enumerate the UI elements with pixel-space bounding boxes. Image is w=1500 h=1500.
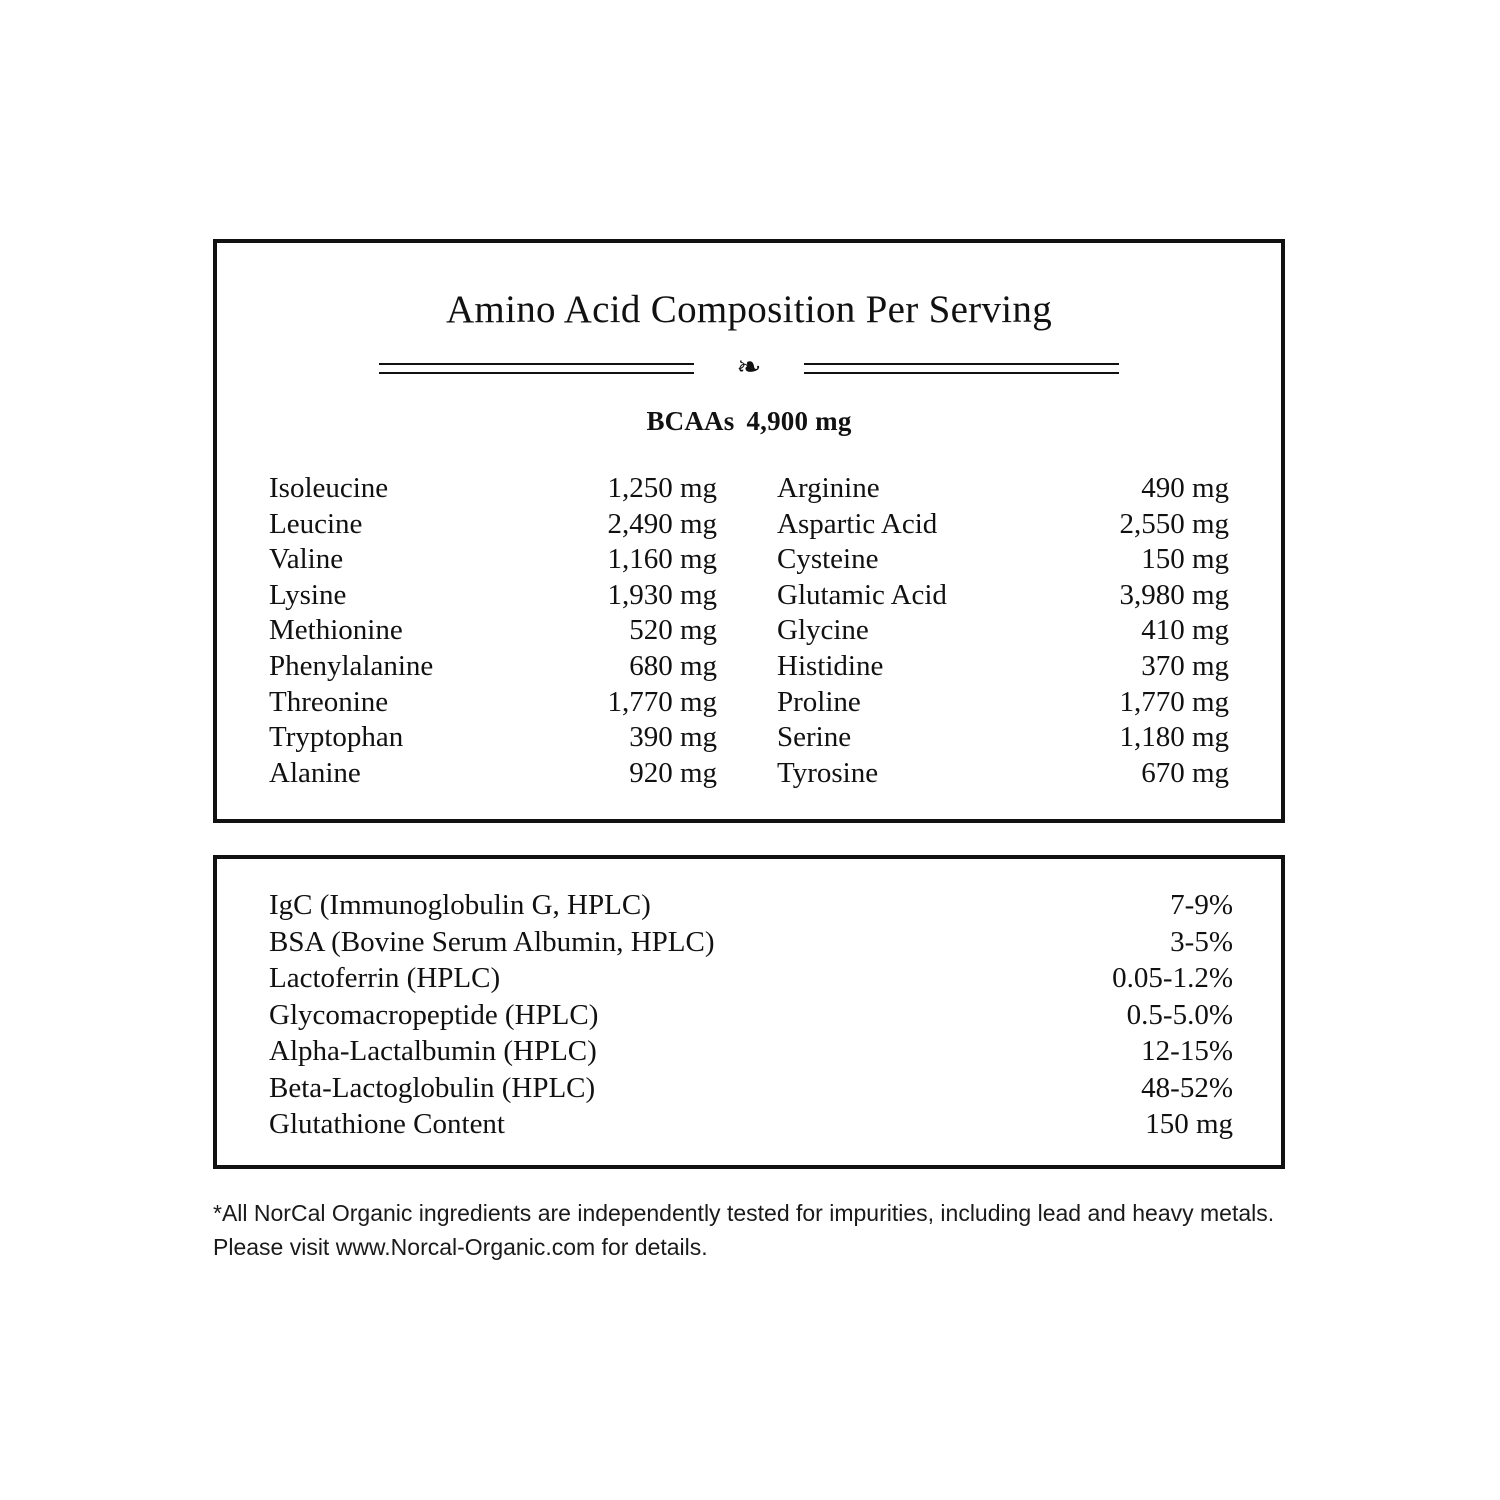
table-row xyxy=(269,578,717,614)
table-row xyxy=(269,507,717,543)
amino-acid-value: 3,980 mg xyxy=(1119,578,1229,611)
amino-acid-column-right xyxy=(749,471,1229,791)
amino-acid-value: 680 mg xyxy=(629,649,717,682)
footnote-text: *All NorCal Organic ingredients are independently tested for impurities, including lead and heavy metals. Please visit www.Norcal-Organic.com for details. xyxy=(213,1200,1275,1260)
amino-acid-name: Valine xyxy=(269,543,344,576)
table-row xyxy=(269,997,1233,1034)
amino-acid-value: 1,770 mg xyxy=(607,685,717,718)
fraction-value: 3-5% xyxy=(1170,925,1233,958)
table-row xyxy=(777,756,1229,792)
amino-acid-name: Alanine xyxy=(269,756,361,789)
amino-acid-value: 1,180 mg xyxy=(1119,721,1229,754)
bcaa-amount: 4,900 mg xyxy=(746,406,852,436)
amino-acid-name: Arginine xyxy=(777,472,880,504)
table-row xyxy=(777,685,1229,721)
fraction-name: BSA (Bovine Serum Albumin, HPLC) xyxy=(269,925,715,958)
amino-acid-value: 2,550 mg xyxy=(1119,507,1229,540)
amino-acid-value: 410 mg xyxy=(1141,614,1229,647)
fraction-value: 0.05-1.2% xyxy=(1112,962,1233,994)
amino-acid-column-left xyxy=(269,471,749,791)
amino-acid-value: 2,490 mg xyxy=(607,507,717,540)
amino-acid-columns xyxy=(217,471,1281,791)
table-row xyxy=(777,578,1229,614)
amino-acid-name: Leucine xyxy=(269,507,363,540)
amino-acid-name: Glutamic Acid xyxy=(777,578,947,611)
table-row xyxy=(269,1106,1233,1143)
fraction-name: Lactoferrin (HPLC) xyxy=(269,962,501,994)
table-row xyxy=(777,720,1229,756)
amino-acid-name: Aspartic Acid xyxy=(777,507,938,540)
amino-acid-name: Tryptophan xyxy=(269,721,404,754)
amino-acid-value: 670 mg xyxy=(1141,756,1229,789)
table-row xyxy=(777,613,1229,649)
amino-acid-name: Histidine xyxy=(777,649,884,682)
table-row xyxy=(269,720,717,756)
table-row xyxy=(269,924,1233,961)
fraction-value: 150 mg xyxy=(1145,1108,1233,1140)
table-row xyxy=(777,649,1229,685)
fraction-name: Alpha-Lactalbumin (HPLC) xyxy=(269,1035,597,1067)
fraction-name: IgC (Immunoglobulin G, HPLC) xyxy=(269,889,651,921)
amino-acid-name: Lysine xyxy=(269,578,347,611)
amino-acid-name: Tyrosine xyxy=(777,756,879,789)
amino-acid-name: Phenylalanine xyxy=(269,649,434,682)
amino-acid-name: Isoleucine xyxy=(269,472,389,504)
fraction-name: Glutathione Content xyxy=(269,1108,505,1140)
decorative-divider xyxy=(379,351,1119,384)
fraction-name: Beta-Lactoglobulin (HPLC) xyxy=(269,1071,596,1104)
fraction-value: 12-15% xyxy=(1141,1035,1233,1067)
amino-acid-value: 490 mg xyxy=(1141,472,1229,504)
fraction-name: Glycomacropeptide (HPLC) xyxy=(269,998,599,1031)
table-row xyxy=(269,649,717,685)
amino-acid-value: 920 mg xyxy=(629,756,717,789)
fraction-value: 0.5-5.0% xyxy=(1126,998,1233,1031)
amino-acid-name: Glycine xyxy=(777,614,869,647)
amino-acid-value: 1,250 mg xyxy=(607,472,717,504)
amino-acid-name: Proline xyxy=(777,685,861,718)
amino-acid-name: Cysteine xyxy=(777,543,879,576)
table-row xyxy=(269,1033,1233,1070)
fraction-value: 48-52% xyxy=(1141,1071,1233,1104)
amino-acid-panel xyxy=(213,239,1285,823)
table-row xyxy=(777,471,1229,507)
amino-acid-value: 1,930 mg xyxy=(607,578,717,611)
protein-fraction-panel xyxy=(213,855,1285,1169)
amino-acid-name: Threonine xyxy=(269,685,389,718)
amino-acid-value: 520 mg xyxy=(629,614,717,647)
amino-acid-value: 1,160 mg xyxy=(607,543,717,576)
amino-acid-value: 370 mg xyxy=(1141,649,1229,682)
table-row xyxy=(269,887,1233,924)
amino-acid-value: 1,770 mg xyxy=(1119,685,1229,718)
table-row xyxy=(269,1070,1233,1107)
amino-acid-value: 390 mg xyxy=(629,721,717,754)
table-row xyxy=(777,542,1229,578)
fraction-value: 7-9% xyxy=(1170,889,1233,921)
table-row xyxy=(269,613,717,649)
amino-acid-name: Methionine xyxy=(269,614,403,647)
amino-acid-name: Serine xyxy=(777,721,852,754)
table-row xyxy=(269,960,1233,997)
table-row xyxy=(269,756,717,792)
table-row xyxy=(269,685,717,721)
bcaa-label: BCAAs xyxy=(646,406,735,436)
table-row xyxy=(777,507,1229,543)
amino-acid-value: 150 mg xyxy=(1141,543,1229,576)
bcaa-summary xyxy=(217,406,1281,437)
panel-title: Amino Acid Composition Per Serving xyxy=(445,288,1053,331)
table-row xyxy=(269,471,717,507)
table-row xyxy=(269,542,717,578)
flourish-ornament-icon: ❧ xyxy=(694,351,804,385)
